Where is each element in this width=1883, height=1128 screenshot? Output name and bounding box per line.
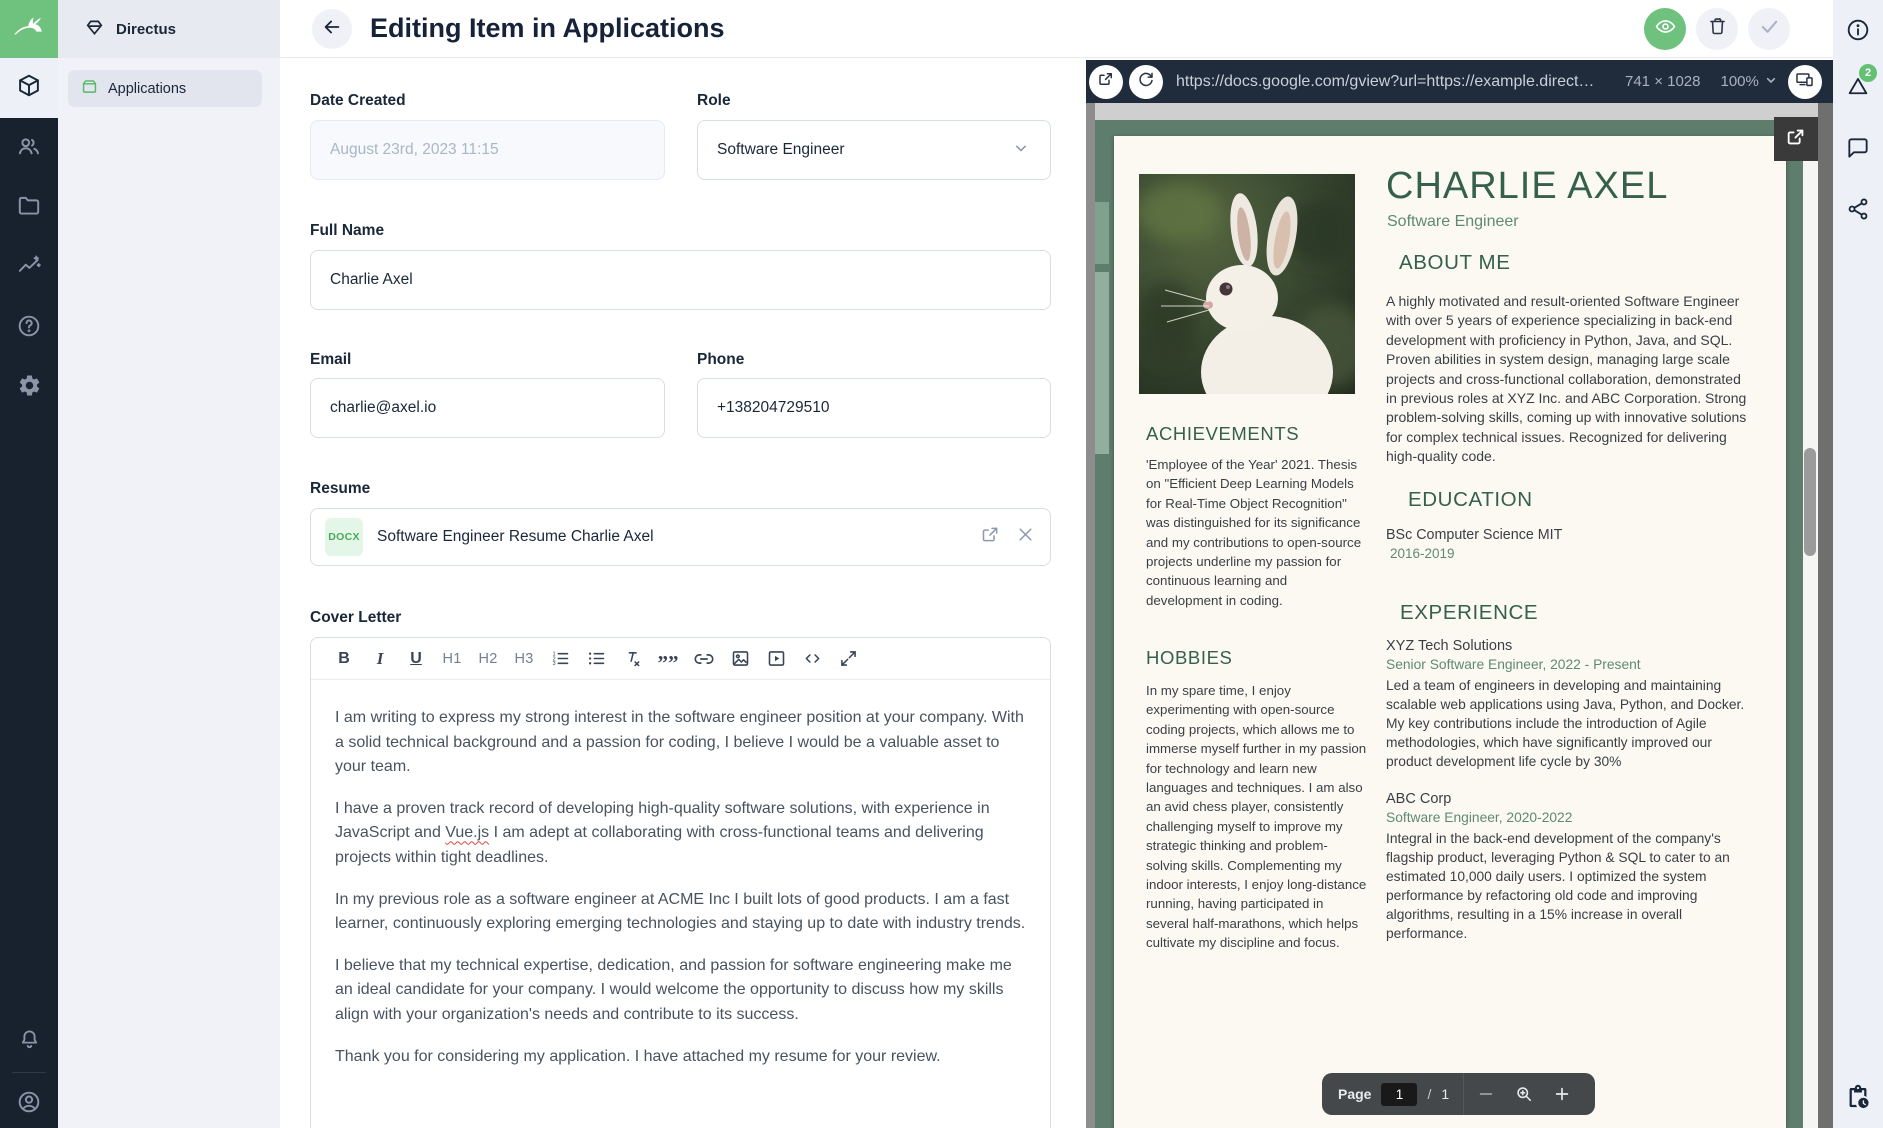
cover-letter-content[interactable] [311,680,1050,1112]
role-value: Software Engineer [717,141,845,158]
clipboard-clock-icon[interactable] [1845,1084,1872,1116]
notifications-button[interactable] [0,1012,58,1072]
module-file-library[interactable] [0,178,58,238]
svg-text:1: 1 [551,651,556,658]
underline-button[interactable]: U [410,649,422,667]
account-button[interactable] [0,1074,58,1128]
field-label-phone: Phone [697,351,745,368]
full-name-value: Charlie Axel [330,271,413,288]
cover-letter-editor [310,637,1051,1128]
file-type-badge: DOCX [325,518,363,556]
cover-letter-paragraph: I believe that my technical expertise, dedication, and passion for software engineering make me an ideal candidate for your company. I would welcome the opportunity to discuss how my skills align with your organization's needs and contribute to its success. [335,956,1012,1023]
blockquote-icon[interactable]: ”” [657,651,679,675]
email-input[interactable] [310,378,665,438]
project-diamond-icon [84,17,105,42]
gear-icon [17,373,42,403]
job-description: Integral in the back-end development of the company's flagship product, leveraging Python & SQL to cater to an estimated 10,000 daily users. I optimized the system performance by refactoring old code and improving algorithms, resulting in a 15% increase in overall performance. [1386,831,1730,941]
save-button[interactable] [1748,8,1790,50]
page-number-input[interactable]: 1 [1381,1083,1417,1106]
module-insights[interactable] [0,238,58,298]
phone-value: +138204729510 [717,399,830,416]
refresh-icon [1137,70,1155,93]
trash-icon [1707,16,1728,42]
insights-chart-icon [16,253,42,284]
collection-box-icon [80,77,99,100]
hobbies-body: In my spare time, I enjoy experimenting with open-source coding projects, which allows me to immerse myself further in my passion for technology and learn new languages and techniques. I am also an avid chess player, consistently challenging myself to improve my strategic thinking and problem-solving skills. Complementing my indoor interests, I enjoy long-distance running, having participated in several half-marathons, which helps cultivate my discipline and focus. [1146,683,1367,951]
preview-zoom-select[interactable] [1721,72,1779,92]
field-label-date-created: Date Created [310,92,406,109]
open-in-new-icon [1097,70,1115,93]
preview-header [1086,60,1833,103]
account-circle-icon [16,1089,42,1120]
users-icon [16,133,42,164]
h2-button[interactable]: H2 [478,650,498,667]
devices-icon [1795,70,1814,94]
paragraph-text: I am adept at collaborating with cross-functional teams and delivering projects within tight deadlines. [335,824,984,866]
achievements-heading: ACHIEVEMENTS [1146,423,1300,444]
preview-url-field[interactable]: https://docs.google.com/gview?url=https://example.direct… [1176,72,1595,90]
open-file-icon[interactable] [980,524,1001,550]
zoom-out-button[interactable] [1474,1081,1498,1107]
cover-letter-paragraph: I am writing to express my strong interest in the software engineer position at your company. With a solid technical background and a passion for coding, I believe I would be a valuable asset to your team. [335,709,1024,776]
role-select[interactable] [697,120,1051,180]
education-degree: BSc Computer Science MIT [1386,527,1563,543]
project-header [58,0,280,58]
job-company: ABC Corp [1386,791,1452,807]
responsive-size-button[interactable] [1788,65,1822,99]
doc-popout-button[interactable] [1774,117,1818,161]
link-icon[interactable] [692,646,716,672]
preview-dimensions: 741 × 1028 [1625,73,1701,90]
module-settings[interactable] [0,358,58,418]
revisions-badge: 2 [1859,64,1877,82]
preview-toggle-button[interactable] [1644,8,1686,50]
bullet-list-icon[interactable] [584,646,608,672]
misspelled-word: Vue.js [445,824,490,842]
sidebar-item-applications[interactable] [68,70,262,107]
svg-text:2: 2 [551,656,556,663]
share-icon[interactable] [1845,196,1871,227]
education-heading: EDUCATION [1408,488,1533,511]
h1-button[interactable]: H1 [442,650,462,667]
refresh-preview-button[interactable] [1129,65,1163,99]
navigation-sidebar [58,0,280,1128]
module-bar-divider [12,1072,46,1073]
about-heading: ABOUT ME [1399,251,1511,274]
arrow-left-icon [321,16,343,43]
phone-input[interactable] [697,378,1051,438]
preview-window-scrollbar[interactable] [1818,103,1833,1128]
comments-icon[interactable] [1845,135,1871,166]
frame-accent-band [1095,202,1109,264]
full-name-input[interactable] [310,250,1051,310]
page-total: 1 [1441,1086,1450,1102]
open-in-new-icon [1785,126,1807,153]
image-icon[interactable] [728,646,752,672]
module-bar [0,0,58,1128]
remove-file-icon[interactable] [1015,524,1036,550]
page-separator: / [1427,1086,1432,1102]
pager-divider [1463,1073,1464,1115]
h3-button[interactable]: H3 [514,650,534,667]
zoom-tool-icon[interactable] [1512,1081,1536,1107]
clear-format-icon[interactable] [620,646,644,672]
resume-file-name[interactable]: Software Engineer Resume Charlie Axel [377,528,654,545]
education-years: 2016-2019 [1390,546,1455,561]
rabbit-logo-icon [11,9,47,50]
italic-button[interactable]: I [376,648,384,668]
bold-button[interactable]: B [338,649,350,667]
job-role: Senior Software Engineer, 2022 - Present [1386,657,1641,672]
job-company: XYZ Tech Solutions [1386,638,1513,654]
eye-icon [1654,15,1677,43]
directus-logo[interactable] [0,0,58,58]
date-created-value: August 23rd, 2023 11:15 [330,141,499,158]
code-icon[interactable] [800,646,824,672]
field-label-email: Email [310,351,352,368]
page-label: Page [1338,1086,1372,1102]
folder-icon [16,193,42,224]
job-role: Software Engineer, 2020-2022 [1386,810,1573,825]
preview-left-edge [1086,103,1095,1128]
job-description: Led a team of engineers in developing and maintaining scalable web applications using Java, Python, and Docker. My key contributions include the introduction of Agile methodologies, which have significantly improved our product development life cycle by 30% [1386,678,1745,769]
delete-button[interactable] [1696,8,1738,50]
field-label-role: Role [697,92,731,109]
chevron-down-icon [1763,72,1779,92]
email-value: charlie@axel.io [330,399,437,416]
module-documentation[interactable] [0,298,58,358]
wysiwyg-toolbar [311,638,1050,680]
chevron-down-icon [1011,138,1031,163]
field-label-full-name: Full Name [310,222,385,239]
resume-role: Software Engineer [1387,213,1519,230]
bell-icon [17,1027,42,1057]
back-button[interactable] [312,9,352,49]
experience-heading: EXPERIENCE [1400,601,1539,624]
resume-file-row [310,508,1051,566]
check-icon [1758,15,1781,43]
resume-photo-rabbit [1139,174,1355,394]
resume-name: CHARLIE AXEL [1386,165,1669,207]
doc-scrollbar-thumb[interactable] [1804,448,1816,556]
doc-page-toolbar [1322,1073,1595,1115]
ordered-list-icon[interactable] [548,646,572,672]
paragraph-text: I have a proven track record of developing high-quality software solutions, with experience in JavaScript and [335,799,990,842]
preview-viewport [1086,103,1833,1128]
zoom-value: 100% [1720,73,1759,90]
cube-icon [16,73,42,104]
info-icon[interactable] [1845,17,1871,48]
right-sidebar [1833,0,1883,1128]
fullscreen-icon[interactable] [836,646,860,672]
about-body: A highly motivated and result-oriented Software Engineer with over 5 years of experience specializing in back-end development with proficiency in Python, Java, and SQL. Proven abilities in system design, managing large scale projects and cross-functional collaboration, demonstrated in previous roles at XYZ Inc. and ABC Corporation. Strong problem-solving skills, coming up with innovative solutions for complex technical issues. Recognized for delivering high-quality code. [1386,293,1747,465]
help-icon [16,313,42,344]
page-title: Editing Item in Applications [370,13,725,43]
module-content[interactable] [0,58,58,118]
field-label-resume: Resume [310,480,371,497]
project-name: Directus [116,20,177,38]
module-user-directory[interactable] [0,118,58,178]
zoom-in-button[interactable] [1550,1081,1574,1107]
frame-accent-band [1095,272,1109,454]
cover-letter-paragraph: In my previous role as a software engineer at ACME Inc I built lots of good products. I am a fast learner, continuously exploring emerging technologies and staying up to date with industry trends. [335,890,1026,933]
video-icon[interactable] [764,646,788,672]
svg-text:3: 3 [551,661,556,668]
date-created-input[interactable] [310,120,665,180]
sidebar-item-label: Applications [108,80,187,97]
cover-letter-paragraph [335,797,1026,871]
cover-letter-paragraph: Thank you for considering my application. I have attached my resume for your review. [335,1047,941,1065]
field-label-cover-letter: Cover Letter [310,609,402,626]
hobbies-heading: HOBBIES [1146,647,1233,668]
doc-scrollbar-track [1803,117,1818,1128]
open-preview-external-button[interactable] [1089,65,1123,99]
achievements-body: 'Employee of the Year' 2021. Thesis on "Efficient Deep Learning Models for Real-Time Object Recognition" was distinguished for its significance and my contributions to open-source projects underline my passion for continuous learning and development in coding. [1146,457,1362,608]
